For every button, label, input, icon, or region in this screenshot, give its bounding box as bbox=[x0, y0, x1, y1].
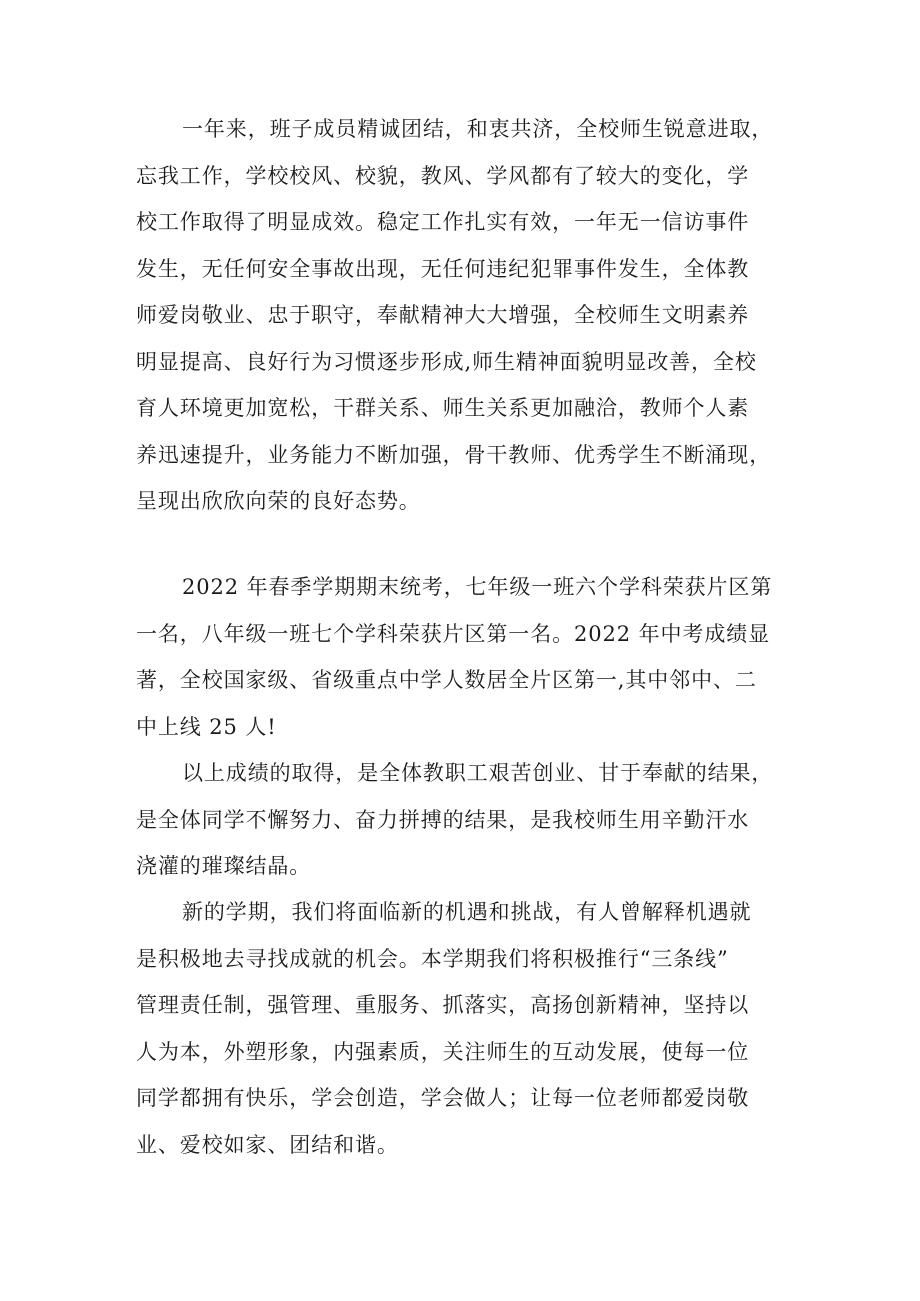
text-line: 以上成绩的取得，是全体教职工艰苦创业、甘于奉献的结果， bbox=[182, 761, 774, 785]
text-line: 发生，无任何安全事故出现，无任何违纪犯罪事件发生，全体教 bbox=[136, 256, 750, 281]
text-line: 呈现出欣欣向荣的良好态势。 bbox=[136, 489, 421, 513]
text-line: 业、爱校如家、团结和谐。 bbox=[136, 1132, 399, 1157]
text-line: 是积极地去寻找成就的机会。本学期我们将积极推行“三条线” bbox=[136, 946, 729, 971]
text-line: 新的学期，我们将面临新的机遇和挑战，有人曾解释机遇就 bbox=[182, 900, 752, 924]
text-line: 著，全校国家级、省级重点中学人数居全片区第一,其中邻中、二 bbox=[136, 668, 757, 692]
text-line: 人为本，外塑形象，内强素质，关注师生的互动发展，使每一位 bbox=[136, 1039, 750, 1064]
paragraph-exam-results bbox=[136, 564, 808, 750]
text-line: 养迅速提升，业务能力不断加强，骨干教师、优秀学生不断涌现， bbox=[136, 442, 772, 467]
text-line: 中上线 25 人! bbox=[136, 714, 277, 739]
text-line: 师爱岗敬业、忠于职守，奉献精神大大增强，全校师生文明素养 bbox=[136, 303, 750, 327]
text-line: 育人环境更加宽松，干群关系、师生关系更加融洽，教师个人素 bbox=[136, 396, 750, 420]
text-line: 忘我工作，学校校风、校貌，教风、学风都有了较大的变化，学 bbox=[136, 163, 750, 188]
text-line: 2022 年春季学期期末统考，七年级一班六个学科荣获片区第 bbox=[182, 575, 773, 599]
text-line: 管理责任制，强管理、重服务、抓落实，高扬创新精神，坚持以 bbox=[136, 993, 750, 1017]
text-line: 明显提高、良好行为习惯逐步形成,师生精神面貌明显改善，全校 bbox=[136, 349, 757, 374]
text-line: 校工作取得了明显成效。稳定工作扎实有效，一年无一信访事件 bbox=[136, 210, 750, 234]
text-line: 一年来，班子成员精诚团结，和衷共济，全校师生锐意进取， bbox=[182, 117, 774, 141]
text-line: 一名，八年级一班七个学科荣获片区第一名。2022 年中考成绩显 bbox=[136, 621, 771, 646]
paragraph-achievements-summary bbox=[136, 106, 808, 525]
text-line: 是全体同学不懈努力、奋力拼搏的结果，是我校师生用辛勤汗水 bbox=[136, 807, 750, 832]
text-line: 浇灌的璀璨结晶。 bbox=[136, 854, 312, 878]
paragraph-new-semester-plan bbox=[136, 889, 808, 1168]
paragraph-acknowledgement bbox=[136, 750, 808, 890]
text-line: 同学都拥有快乐，学会创造，学会做人；让每一位老师都爱岗敬 bbox=[136, 1086, 750, 1110]
